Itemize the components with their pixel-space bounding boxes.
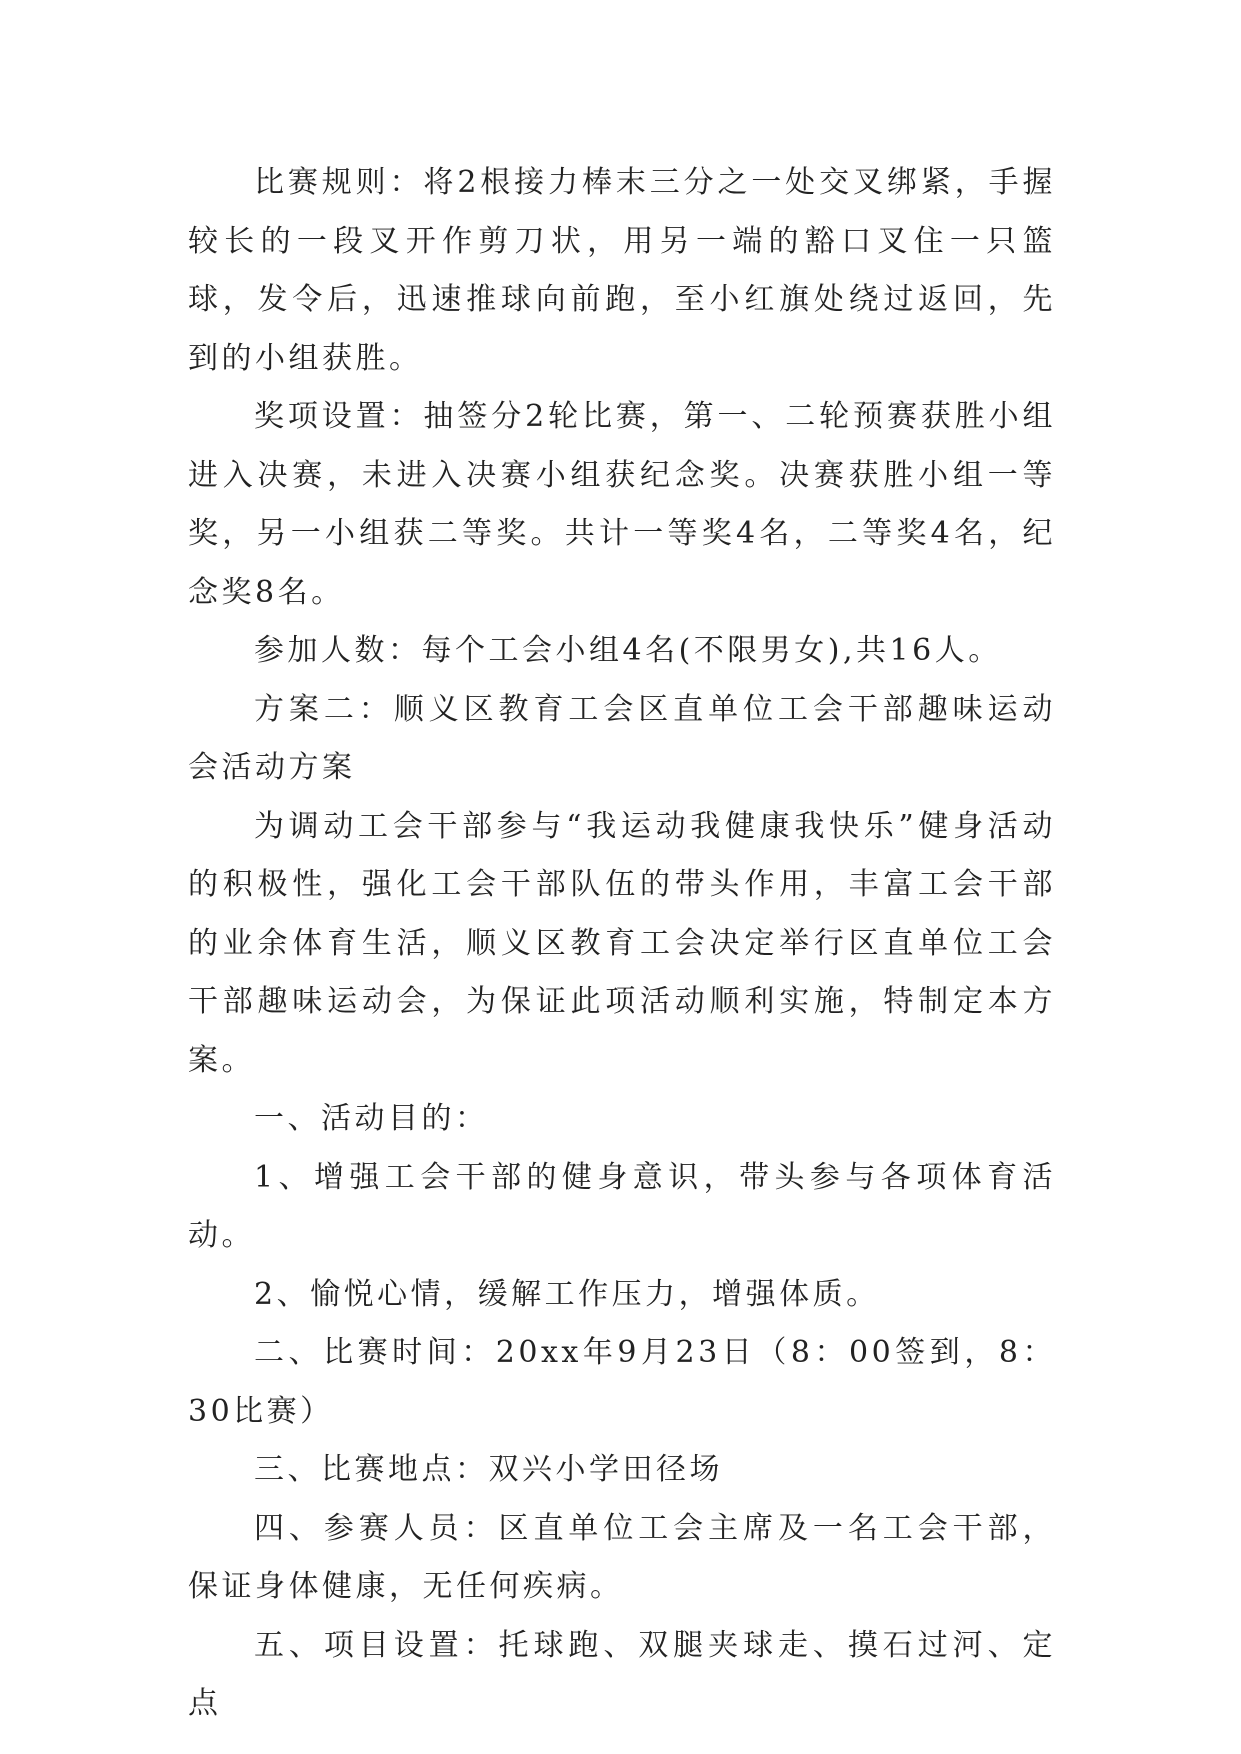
- list-item-purpose-1: 1、增强工会干部的健身意识，带头参与各项体育活动。: [188, 1159, 1056, 1253]
- paragraph-plan-two-title: 方案二：顺义区教育工会区直单位工会干部趣味运动会活动方案: [188, 691, 1056, 785]
- section-competitors: 四、参赛人员：区直单位工会主席及一名工会干部，保证身体健康，无任何疾病。: [188, 1510, 1056, 1604]
- section-heading-purpose: 一、活动目的：: [254, 1101, 489, 1136]
- paragraph-participants: 参加人数：每个工会小组4名(不限男女),共16人。: [254, 633, 1002, 668]
- list-item-purpose-2: 2、愉悦心情，缓解工作压力，增强体质。: [254, 1276, 880, 1312]
- paragraph-intro: 为调动工会干部参与“我运动我健康我快乐”健身活动的积极性，强化工会干部队伍的带头作用，丰富工会干部的业余体育生活，顺义区教育工会决定举行区直单位工会干部趣味运动会，为保证此项活动顺利实施，特制定本方案。: [188, 808, 1056, 1078]
- paragraph-rules: 比赛规则：将2根接力棒末三分之一处交叉绑紧，手握较长的一段叉开作剪刀状，用另一端的豁口叉住一只篮球，发令后，迅速推球向前跑，至小红旗处绕过返回，先到的小组获胜。: [188, 165, 1056, 376]
- document-body: [188, 154, 1056, 1734]
- section-events: 五、项目设置：托球跑、双腿夹球走、摸石过河、定点: [188, 1627, 1056, 1721]
- section-competition-venue: 三、比赛地点：双兴小学田径场: [254, 1452, 723, 1487]
- paragraph-awards: 奖项设置：抽签分2轮比赛，第一、二轮预赛获胜小组进入决赛，未进入决赛小组获纪念奖。决赛获胜小组一等奖，另一小组获二等奖。共计一等奖4名，二等奖4名，纪念奖8名。: [188, 399, 1056, 610]
- section-competition-time: 二、比赛时间：20xx年9月23日（8：00签到，8：30比赛）: [188, 1335, 1056, 1429]
